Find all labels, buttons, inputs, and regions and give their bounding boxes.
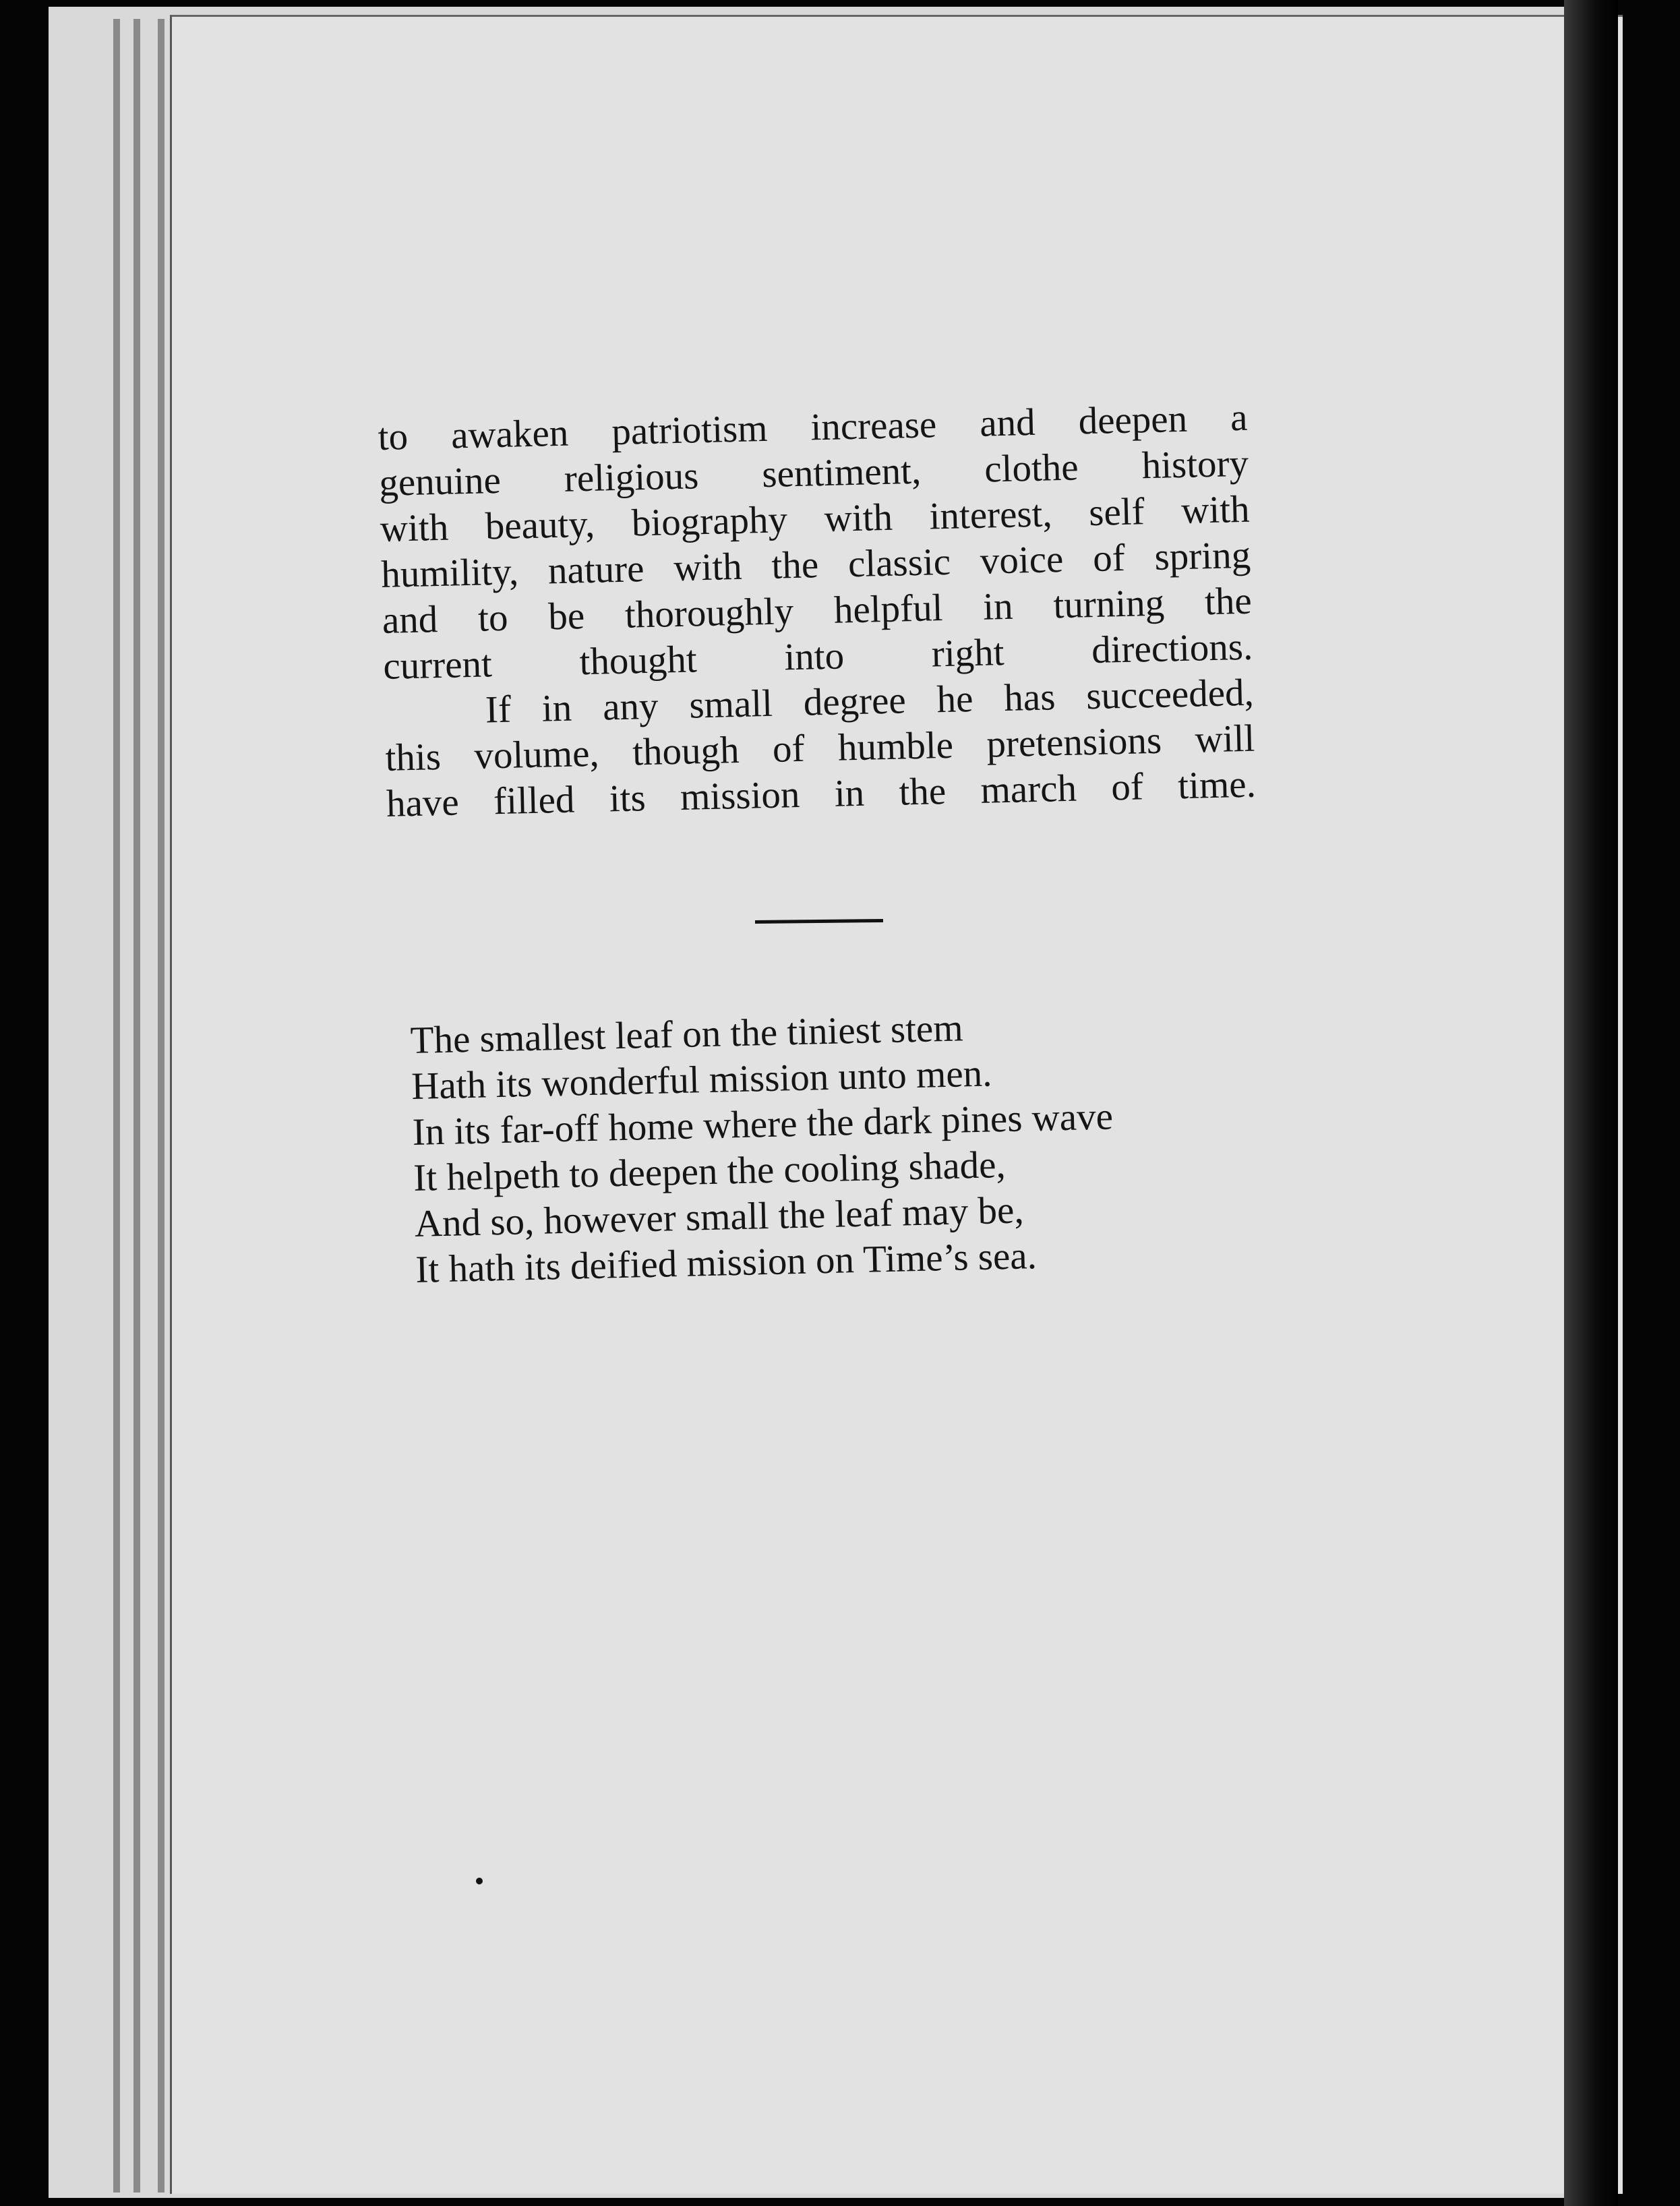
poem-line: It hath its deified mission on Time’s sea. xyxy=(415,1234,1038,1291)
page-edge xyxy=(113,19,120,2193)
prose-line: humility, nature with the classic voice of spring xyxy=(380,533,1251,596)
poem-block xyxy=(410,998,1292,1293)
poem-line: In its far-off home where the dark pines wave xyxy=(412,1095,1114,1154)
prose-line: have filled its mission in the march of time. xyxy=(386,763,1257,825)
prose-line: genuine religious sentiment, clothe history xyxy=(378,442,1249,504)
poem-line: The smallest leaf on the tiniest stem xyxy=(410,1007,964,1062)
poem-line: And so, however small the leaf may be, xyxy=(414,1189,1025,1245)
prose-block xyxy=(378,395,1257,827)
paragraph-1 xyxy=(378,395,1253,690)
paragraph-2 xyxy=(384,670,1256,827)
prose-line: to awaken patriotism increase and deepen a xyxy=(378,396,1249,458)
page-edge xyxy=(133,19,140,2193)
prose-line: current thought into right directions. xyxy=(382,625,1253,688)
ink-speck xyxy=(476,1878,483,1884)
poem-line: Hath its wonderful mission unto men. xyxy=(411,1052,993,1108)
prose-line: with beauty, biography with interest, self with xyxy=(380,487,1251,550)
prose-line: If in any small degree he has succeeded, xyxy=(485,671,1255,732)
gutter-shadow xyxy=(1564,0,1618,2206)
poem-line: It helpeth to deepen the cooling shade, xyxy=(413,1143,1007,1199)
page-edge xyxy=(158,19,164,2193)
prose-line: and to be thoroughly helpful in turning the xyxy=(382,579,1253,642)
prose-line: this volume, though of humble pretensions will xyxy=(384,717,1255,779)
